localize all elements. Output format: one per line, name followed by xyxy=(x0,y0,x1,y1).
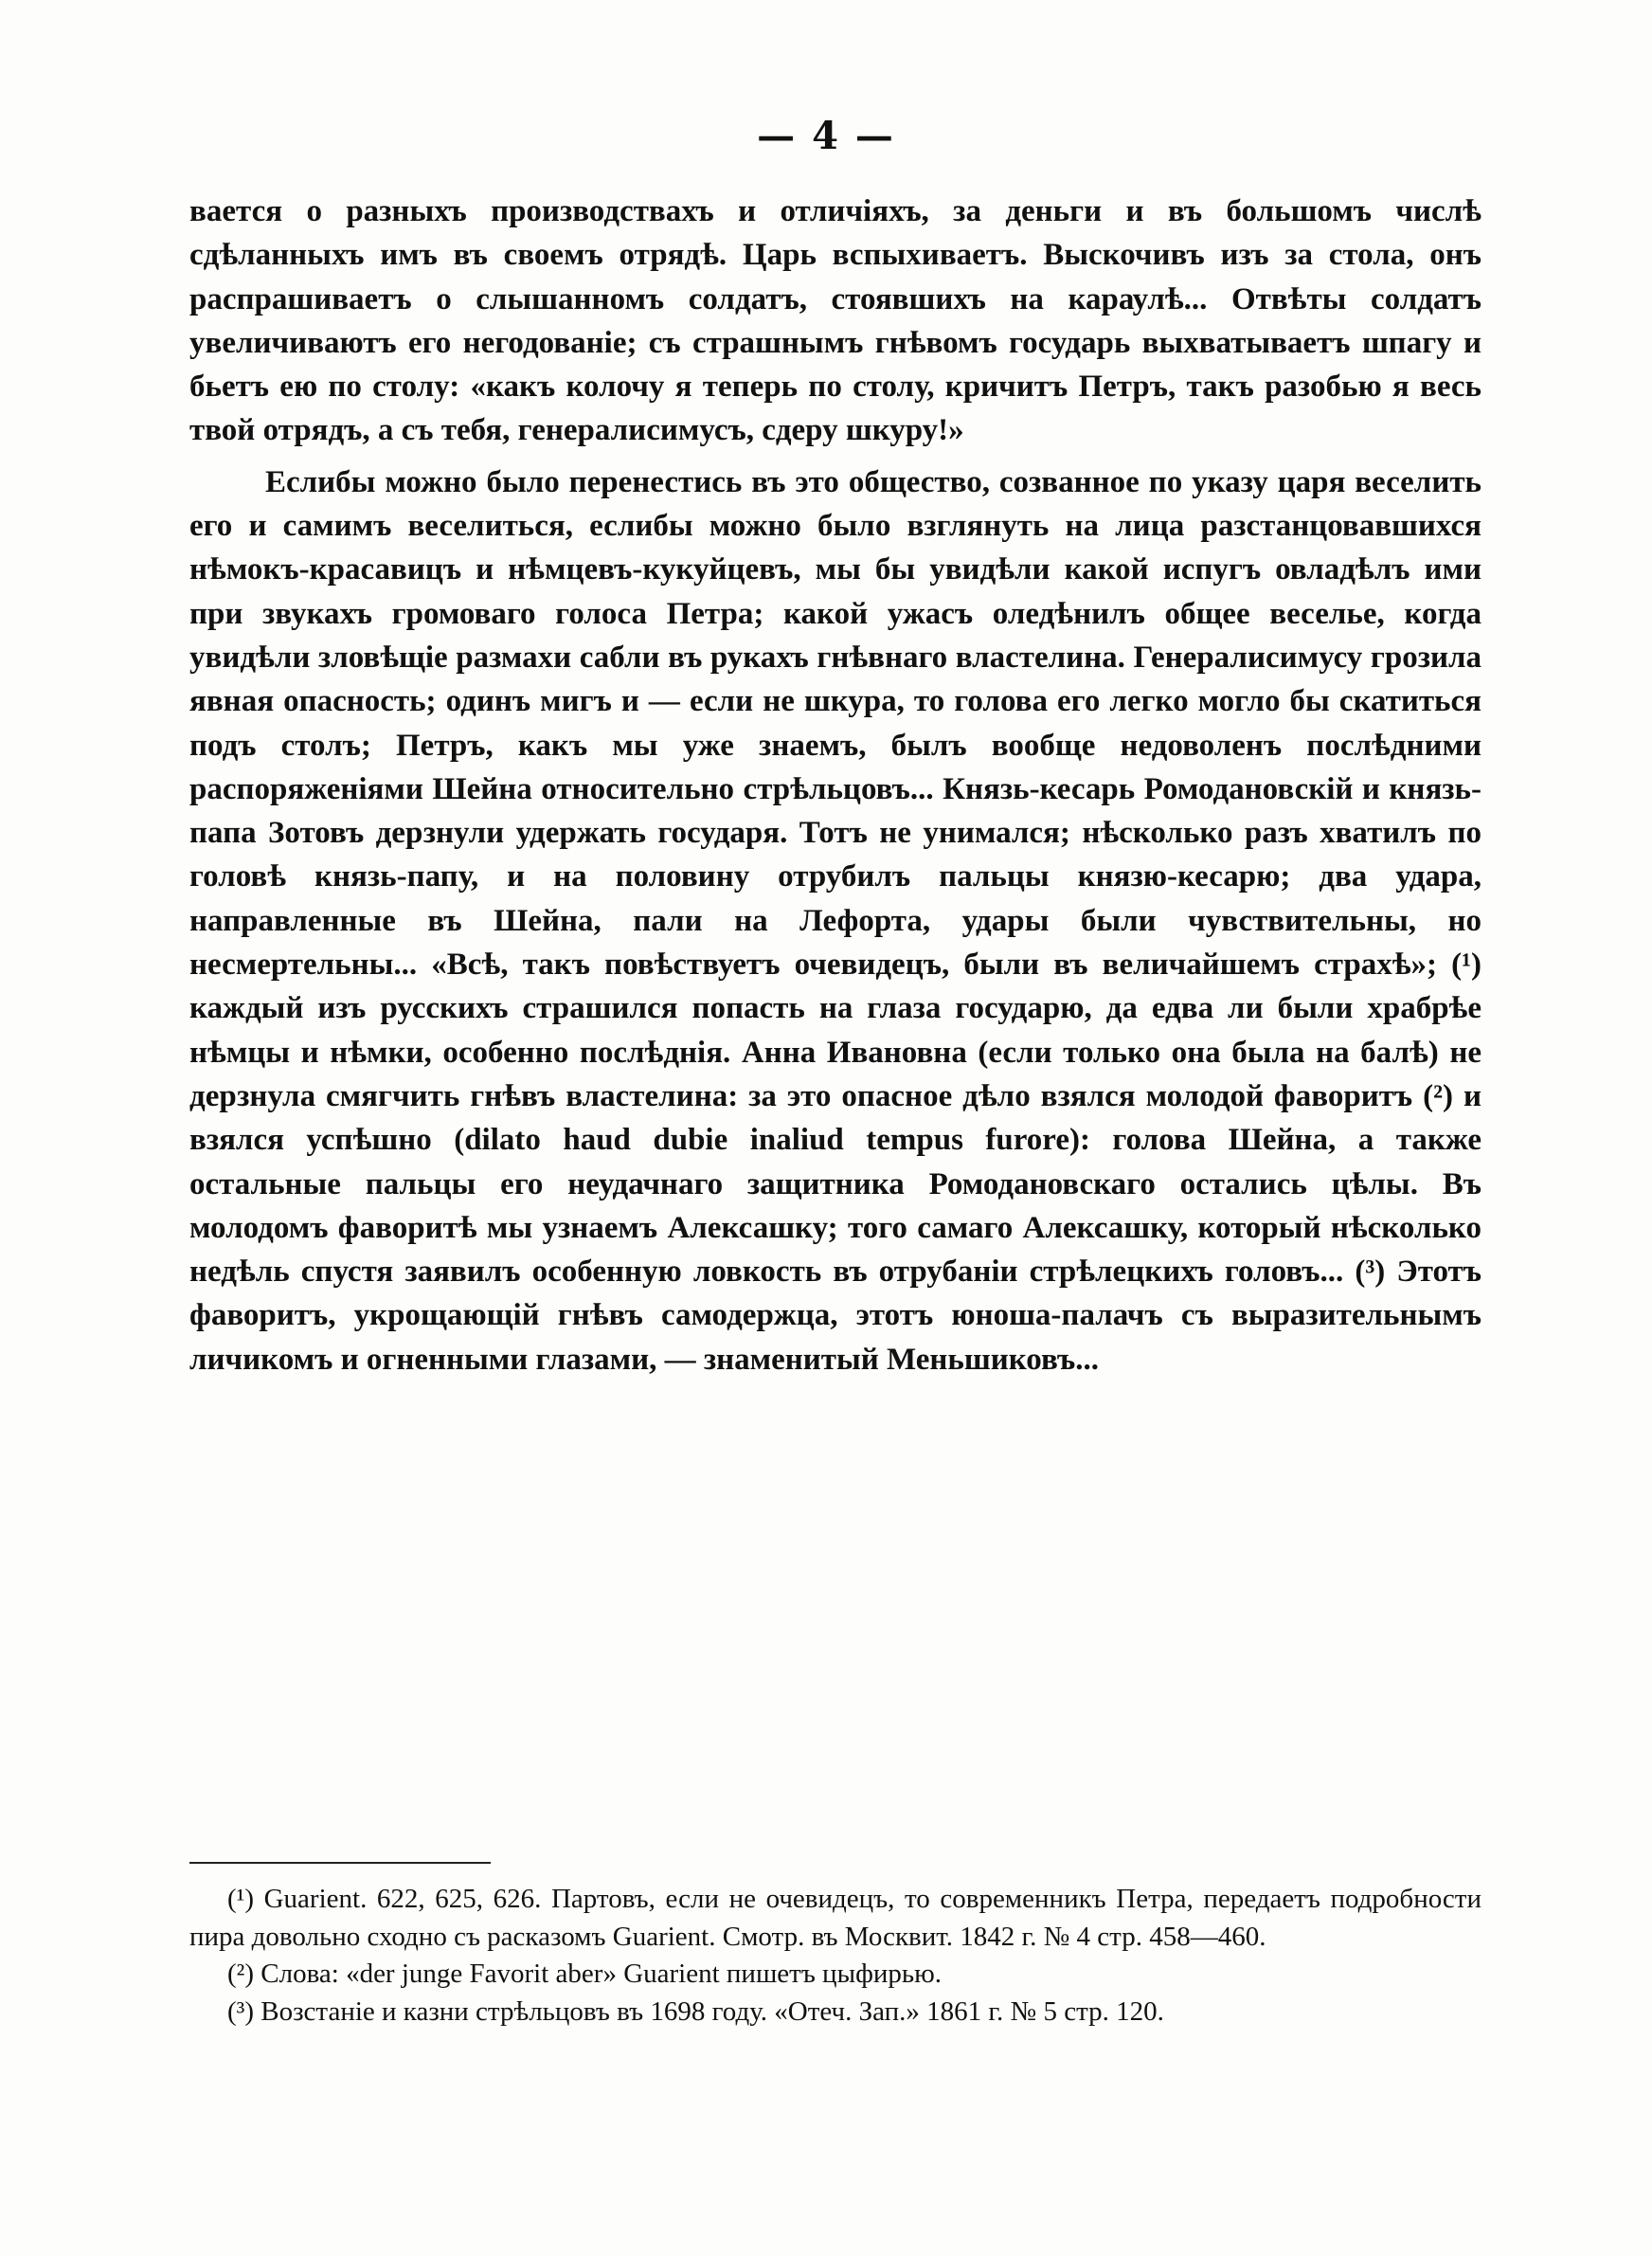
footnotes xyxy=(189,1881,1481,2031)
footnote-2: (²) Слова: «der junge Favorit aber» Guarient пишетъ цыфирью. xyxy=(227,1959,943,1989)
page-number: — 4 — xyxy=(757,114,895,158)
footnote-3: (³) Возстаніе и казни стрѣльцовъ въ 1698 году. «Отеч. Зап.» 1861 г. № 5 стр. 120. xyxy=(227,1995,1164,2027)
footnote-divider xyxy=(189,1862,491,1864)
paragraph-continued: вается о разныхъ производствахъ и отличіяхъ, за деньги и въ большомъ числѣ сдѣланныхъ имъ въ своемъ отрядѣ. Царь вспыхиваетъ. Выскочивъ изъ за стола, онъ распрашиваетъ о слышанномъ солдатъ, стоявшихъ на караулѣ... Отвѣты солдатъ увеличиваютъ его негодованіе; съ страшнымъ гнѣвомъ государь выхватываетъ шпагу и бьетъ ею по столу: «какъ колочу я теперь по столу, кричитъ Петръ, такъ разобью я весь твой отрядъ, а съ тебя, генералисимусъ, сдеру шкуру!» xyxy=(189,194,1481,448)
paragraph: Еслибы можно было перенестись въ это общество, созванное по указу царя веселить его и самимъ веселиться, еслибы можно было взглянуть на лица разстанцовавшихся нѣмокъ-красавицъ и нѣмцевъ-кукуйцевъ, мы бы увидѣли какой испугъ овладѣлъ ими при звукахъ громоваго голоса Петра; какой ужасъ оледѣнилъ общее веселье, когда увидѣли зловѣщіе размахи сабли въ рукахъ гнѣвнаго властелина. Генералисимусу грозила явная опасность; одинъ мигъ и — если не шкура, то голова его легко могло бы скатиться подъ столъ; Петръ, какъ мы уже знаемъ, былъ вообще недоволенъ послѣдними распоряженіями Шейна относительно стрѣльцовъ... Князь-кесарь Ромодановскій и князь-папа Зотовъ дерзнули удержать государя. Тотъ не унимался; нѣсколько разъ хватилъ по головѣ князь-папу, и на половину отрубилъ пальцы князю-кесарю; два удара, направленные въ Шейна, пали на Лефорта, удары были чувствительны, но несмертельны... «Всѣ, такъ повѣствуетъ очевидецъ, были въ величайшемъ страхѣ»; (¹) каждый изъ русскихъ страшился попасть на глаза государю, да едва ли были храбрѣе нѣмцы и нѣмки, особенно послѣднія. Анна Ивановна (если только она была на балѣ) не дерзнула смягчить гнѣвъ властелина: за это опасное дѣло взялся молодой фаворитъ (²) и взялся успѣшно (dilato haud dubie inaliud tempus furore): голова Шейна, а также остальные пальцы его неудачнаго защитника Ромодановскаго остались цѣлы. Въ молодомъ фаворитѣ мы узнаемъ Алексашку; того самаго Алексашку, который нѣсколько недѣль спустя заявилъ особенную ловкость въ отрубаніи стрѣлецкихъ головъ... (³) Этотъ фаворитъ, укрощающій гнѣвъ самодержца, этотъ юноша-палачъ съ выразительнымъ личикомъ и огненными глазами, — знаменитый Меньшиковъ... xyxy=(189,464,1481,1377)
main-text xyxy=(189,190,1481,1381)
footnote-1: (¹) Guarient. 622, 625, 626. Партовъ, если не очевидецъ, то современникъ Петра, передаетъ подробности пира довольно сходно съ расказомъ Guarient. Смотр. въ Москвит. 1842 г. № 4 стр. 458—460. xyxy=(189,1884,1481,1952)
